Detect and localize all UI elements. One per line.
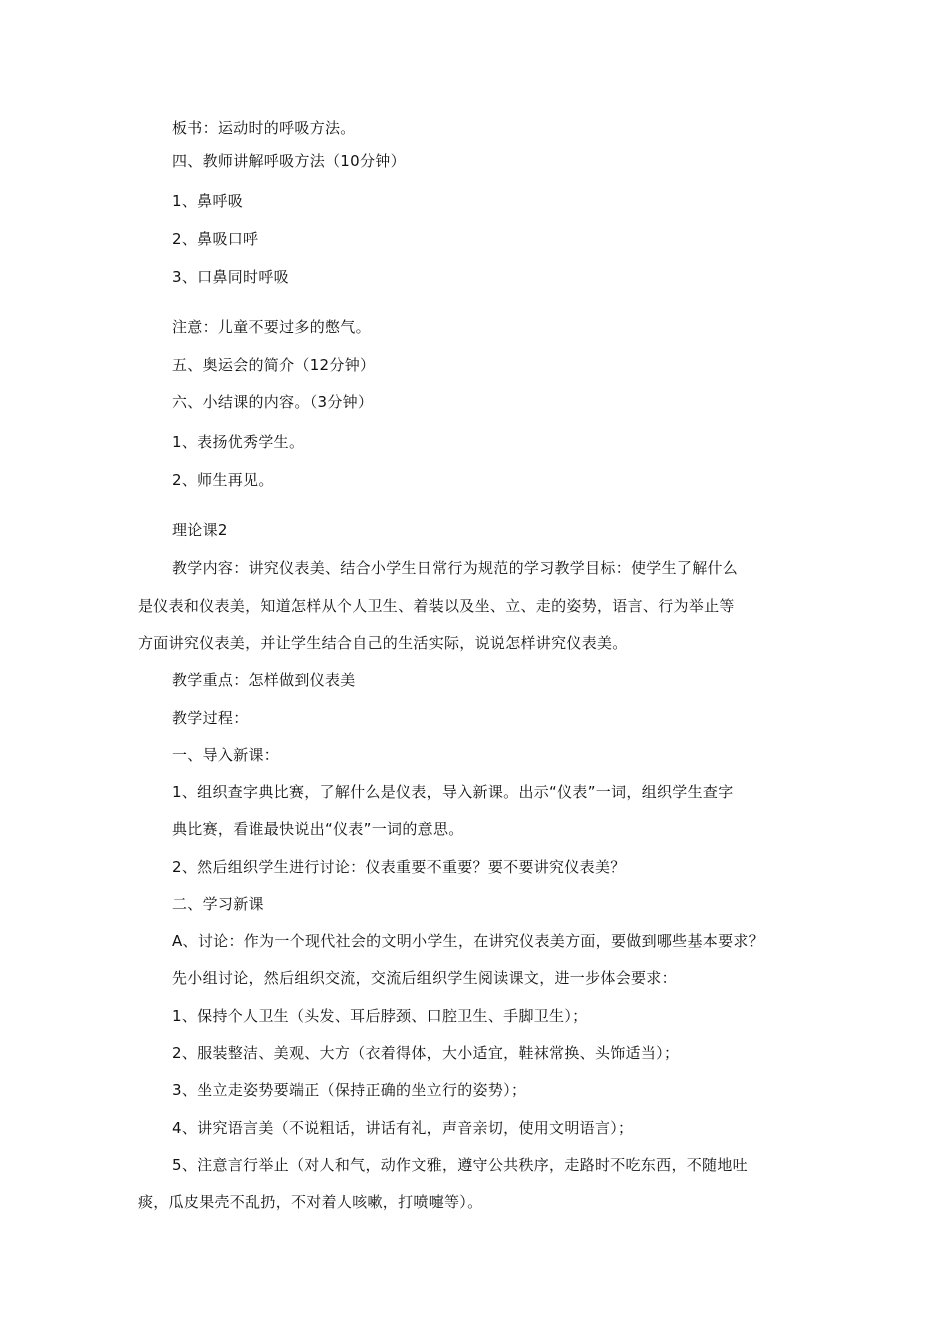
paragraph-line: A、讨论：作为一个现代社会的文明小学生，在讲究仪表美方面，要做到哪些基本要求？ (172, 932, 764, 950)
section-heading: 五、奥运会的简介（12分钟） (172, 356, 376, 374)
text-line: 注意：儿童不要过多的憋气。 (172, 318, 371, 336)
text-line: 教学过程： (172, 709, 249, 727)
list-item: 2、师生再见。 (172, 471, 274, 489)
section-heading: 二、学习新课 (172, 895, 264, 913)
lesson-title: 理论课2 (172, 521, 228, 539)
list-item: 2、服装整洁、美观、大方（衣着得体，大小适宜，鞋袜常换、头饰适当）； (172, 1044, 680, 1062)
section-heading: 一、导入新课： (172, 746, 280, 764)
list-item: 1、表扬优秀学生。 (172, 433, 305, 451)
paragraph-line: 2、然后组织学生进行讨论：仪表重要不重要？要不要讲究仪表美？ (172, 858, 626, 876)
paragraph-line: 先小组讨论，然后组织交流，交流后组织学生阅读课文，进一步体会要求： (172, 969, 677, 987)
list-item: 4、讲究语言美（不说粗话，讲话有礼，声音亲切，使用文明语言）； (172, 1119, 634, 1137)
list-item: 1、鼻呼吸 (172, 192, 244, 210)
list-item: 2、鼻吸口呼 (172, 230, 259, 248)
text-line: 教学重点：怎样做到仪表美 (172, 671, 356, 689)
list-item: 3、坐立走姿势要端正（保持正确的坐立行的姿势）； (172, 1081, 527, 1099)
section-heading: 六、小结课的内容。（3分钟） (172, 393, 374, 411)
paragraph-line: 方面讲究仪表美，并让学生结合自己的生活实际，说说怎样讲究仪表美。 (138, 634, 628, 652)
list-item: 5、注意言行举止（对人和气，动作文雅，遵守公共秩序，走路时不吃东西，不随地吐 (172, 1156, 748, 1174)
text-line: 板书：运动时的呼吸方法。 (172, 119, 356, 137)
section-heading: 四、教师讲解呼吸方法（10分钟） (172, 152, 406, 170)
paragraph-line: 是仪表和仪表美，知道怎样从个人卫生、着装以及坐、立、走的姿势，语言、行为举止等 (138, 597, 735, 615)
paragraph-line: 1、组织查字典比赛，了解什么是仪表，导入新课。出示“仪表”一词，组织学生查字 (172, 783, 734, 801)
paragraph-line: 教学内容：讲究仪表美、结合小学生日常行为规范的学习教学目标：使学生了解什么 (172, 559, 739, 577)
list-item: 1、保持个人卫生（头发、耳后脖颈、口腔卫生、手脚卫生）； (172, 1007, 588, 1025)
paragraph-line: 典比赛，看谁最快说出“仪表”一词的意思。 (172, 820, 464, 838)
list-item: 3、口鼻同时呼吸 (172, 268, 289, 286)
list-item: 痰，瓜皮果壳不乱扔，不对着人咳嗽，打喷嚏等）。 (138, 1193, 483, 1211)
